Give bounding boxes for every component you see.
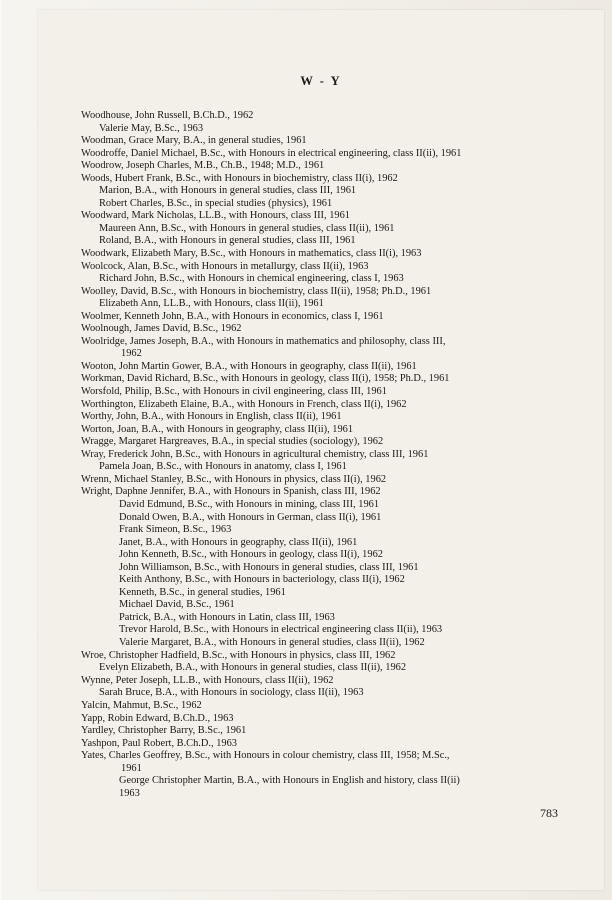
list-item: Woodroffe, Daniel Michael, B.Sc., with Honours in electrical engineering, class II(ii), 1961 (81, 147, 462, 159)
list-item: Wrenn, Michael Stanley, B.Sc., with Honours in physics, class II(i), 1962 (81, 473, 387, 485)
list-item: Valerie Margaret, B.A., with Honours in general studies, class II(ii), 1962 (119, 636, 425, 648)
list-item: John Kenneth, B.Sc., with Honours in geology, class II(i), 1962 (119, 549, 383, 561)
list-item: Worsfold, Philip, B.Sc., with Honours in civil engineering, class III, 1961 (81, 386, 387, 398)
list-item: Worthington, Elizabeth Elaine, B.A., with Honours in French, class II(i), 1962 (81, 398, 407, 410)
list-item: George Christopher Martin, B.A., with Honours in English and history, class II(ii) (119, 775, 460, 787)
list-item: Kenneth, B.Sc., in general studies, 1961 (119, 586, 286, 598)
list-item: Janet, B.A., with Honours in geography, class II(ii), 1961 (119, 536, 358, 548)
document-page (38, 10, 604, 890)
list-item: Woodward, Mark Nicholas, LL.B., with Honours, class III, 1961 (81, 210, 350, 222)
list-item: Wroe, Christopher Hadfield, B.Sc., with Honours in physics, class III, 1962 (81, 649, 396, 661)
list-item: Woolnough, James David, B.Sc., 1962 (81, 323, 242, 335)
list-item: Roland, B.A., with Honours in general studies, class III, 1961 (99, 235, 356, 247)
list-item: Robert Charles, B.Sc., in special studies (physics), 1961 (99, 197, 333, 209)
list-item: Woolmer, Kenneth John, B.A., with Honours in economics, class I, 1961 (81, 310, 384, 322)
list-item: Woolcock, Alan, B.Sc., with Honours in metallurgy, class II(ii), 1963 (81, 260, 369, 272)
list-item: Worthy, John, B.A., with Honours in English, class II(ii), 1961 (81, 411, 342, 423)
list-item: Valerie May, B.Sc., 1963 (99, 122, 204, 134)
list-item: John Williamson, B.Sc., with Honours in general studies, class III, 1961 (119, 561, 419, 573)
entries-y-list (81, 700, 561, 800)
list-item: Workman, David Richard, B.Sc., with Honours in geology, class II(i), 1958; Ph.D., 1961 (81, 373, 450, 385)
list-item: 1961 (121, 762, 142, 774)
list-item: Woodwark, Elizabeth Mary, B.Sc., with Honours in mathematics, class II(i), 1963 (81, 248, 422, 260)
list-item: Wragge, Margaret Hargreaves, B.A., in special studies (sociology), 1962 (81, 436, 384, 448)
list-item: Yates, Charles Geoffrey, B.Sc., with Honours in colour chemistry, class III, 1958; M.Sc., (81, 750, 450, 762)
list-item: Wray, Frederick John, B.Sc., with Honours in agricultural chemistry, class III, 1961 (81, 448, 429, 460)
list-item: Woodhouse, John Russell, B.Ch.D., 1962 (81, 110, 254, 121)
entries-w-list (81, 110, 561, 700)
list-item: Woolridge, James Joseph, B.A., with Honours in mathematics and philosophy, class III, (81, 335, 446, 347)
list-item: Wright, Daphne Jennifer, B.A., with Honours in Spanish, class III, 1962 (81, 486, 381, 498)
page-heading: W - Y (300, 74, 342, 88)
list-item: Keith Anthony, B.Sc., with Honours in bacteriology, class II(i), 1962 (119, 574, 405, 586)
list-item: Evelyn Elizabeth, B.A., with Honours in general studies, class II(ii), 1962 (99, 662, 407, 674)
list-item: Yardley, Christopher Barry, B.Sc., 1961 (81, 725, 247, 737)
list-item: Trevor Harold, B.Sc., with Honours in electrical engineering class II(ii), 1963 (119, 624, 443, 636)
list-item: David Edmund, B.Sc., with Honours in mining, class III, 1961 (119, 498, 380, 510)
list-item: Michael David, B.Sc., 1961 (119, 599, 235, 611)
list-item: 1962 (121, 348, 142, 360)
page-number: 783 (540, 806, 558, 820)
list-item: Woods, Hubert Frank, B.Sc., with Honours in biochemistry, class II(i), 1962 (81, 172, 398, 184)
list-item: Yapp, Robin Edward, B.Ch.D., 1963 (81, 712, 234, 724)
list-item: Wynne, Peter Joseph, LL.B., with Honours, class II(ii), 1962 (81, 674, 334, 686)
list-item: Woodman, Grace Mary, B.A., in general studies, 1961 (81, 135, 307, 147)
list-item: Yalcin, Mahmut, B.Sc., 1962 (81, 700, 202, 711)
list-item: Elizabeth Ann, LL.B., with Honours, class II(ii), 1961 (99, 298, 324, 310)
list-item: Patrick, B.A., with Honours in Latin, class III, 1963 (119, 611, 335, 623)
list-item: Donald Owen, B.A., with Honours in German, class II(i), 1961 (119, 511, 382, 523)
list-item: Wooton, John Martin Gower, B.A., with Honours in geography, class II(ii), 1961 (81, 360, 417, 372)
list-item: Woolley, David, B.Sc., with Honours in biochemistry, class II(ii), 1958; Ph.D., 1961 (81, 285, 432, 297)
list-item: Marion, B.A., with Honours in general studies, class III, 1961 (99, 185, 357, 197)
list-item: Richard John, B.Sc., with Honours in chemical engineering, class I, 1963 (99, 273, 404, 285)
list-item: Woodrow, Joseph Charles, M.B., Ch.B., 1948; M.D., 1961 (81, 160, 325, 172)
list-item: Pamela Joan, B.Sc., with Honours in anatomy, class I, 1961 (99, 461, 347, 473)
list-item: Frank Simeon, B.Sc., 1963 (119, 524, 232, 536)
list-item: Sarah Bruce, B.A., with Honours in sociology, class II(ii), 1963 (99, 687, 364, 699)
list-item: Yashpon, Paul Robert, B.Ch.D., 1963 (81, 737, 237, 749)
list-item: Worton, Joan, B.A., with Honours in geography, class II(ii), 1961 (81, 423, 354, 435)
list-item: Maureen Ann, B.Sc., with Honours in general studies, class II(ii), 1961 (99, 222, 395, 234)
list-item: 1963 (119, 787, 140, 799)
